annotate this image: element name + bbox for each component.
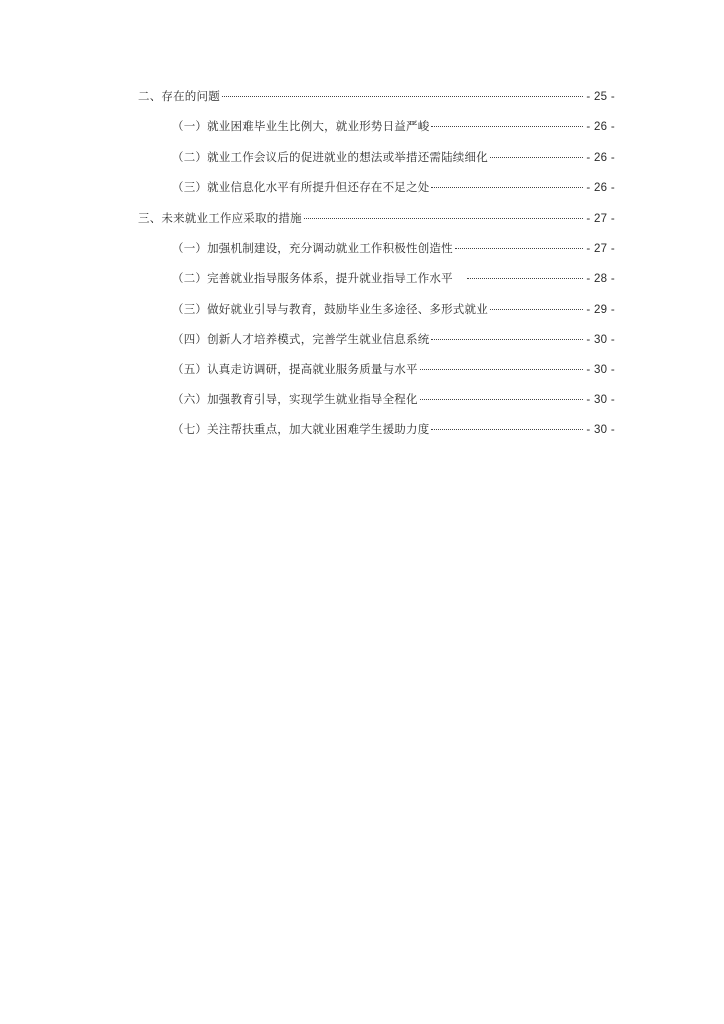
toc-entry-title: 三、未来就业工作应采取的措施: [138, 211, 302, 225]
toc-page-number: - 29 -: [586, 304, 615, 316]
toc-dot-leader: [431, 126, 583, 127]
toc-entry[interactable]: [172, 268, 615, 288]
toc-page-number: - 27 -: [586, 213, 615, 225]
toc-entry-title: （二）就业工作会议后的促进就业的想法或举措还需陆续细化: [172, 150, 488, 164]
toc-entry[interactable]: [138, 208, 615, 228]
toc-entry[interactable]: [172, 419, 615, 439]
toc-entry-title: （四）创新人才培养模式，完善学生就业信息系统: [172, 332, 430, 346]
toc-entry[interactable]: [172, 177, 615, 197]
toc-page-number: - 28 -: [586, 273, 615, 285]
toc-dot-leader: [490, 309, 583, 310]
toc-entry-title: （六）加强教育引导，实现学生就业指导全程化: [172, 392, 418, 406]
toc-page-number: - 26 -: [586, 152, 615, 164]
toc-dot-leader: [431, 187, 583, 188]
toc-dot-leader: [431, 339, 583, 340]
toc-page-number: - 25 -: [586, 91, 615, 103]
toc-entry-title: 二、存在的问题: [138, 89, 220, 103]
toc-dot-leader: [304, 218, 584, 219]
toc-dot-leader: [455, 248, 584, 249]
toc-page-number: - 26 -: [586, 121, 615, 133]
toc-entry[interactable]: [172, 116, 615, 136]
toc-page-number: - 26 -: [586, 182, 615, 194]
toc-page-number: - 27 -: [586, 243, 615, 255]
toc-page-number: - 30 -: [586, 334, 615, 346]
toc-dot-leader: [467, 278, 584, 279]
toc-dot-leader: [420, 399, 584, 400]
toc-entry[interactable]: [172, 299, 615, 319]
toc-dot-leader: [490, 157, 583, 158]
toc-page-number: - 30 -: [586, 394, 615, 406]
toc-entry-title: （三）做好就业引导与教育，鼓励毕业生多途径、多形式就业: [172, 302, 488, 316]
toc-entry-title: （三）就业信息化水平有所提升但还存在不足之处: [172, 180, 430, 194]
toc-entry-title: （二）完善就业指导服务体系，提升就业指导工作水平: [172, 271, 453, 285]
toc-entry-title: （一）加强机制建设，充分调动就业工作积极性创造性: [172, 241, 453, 255]
toc-page-number: - 30 -: [586, 424, 615, 436]
toc-dot-leader: [431, 429, 583, 430]
toc-entry[interactable]: [172, 359, 615, 379]
toc-dot-leader: [420, 369, 584, 370]
toc-entry[interactable]: [172, 329, 615, 349]
toc-entry[interactable]: [172, 389, 615, 409]
toc-dot-leader: [222, 96, 583, 97]
toc-entry-title: （五）认真走访调研，提高就业服务质量与水平: [172, 362, 418, 376]
toc-entry[interactable]: [172, 147, 615, 167]
toc-entry[interactable]: [138, 86, 615, 106]
toc-entry[interactable]: [172, 238, 615, 258]
toc-entry-title: （七）关注帮扶重点，加大就业困难学生援助力度: [172, 422, 430, 436]
toc-page-number: - 30 -: [586, 364, 615, 376]
toc-entry-title: （一）就业困难毕业生比例大，就业形势日益严峻: [172, 119, 430, 133]
